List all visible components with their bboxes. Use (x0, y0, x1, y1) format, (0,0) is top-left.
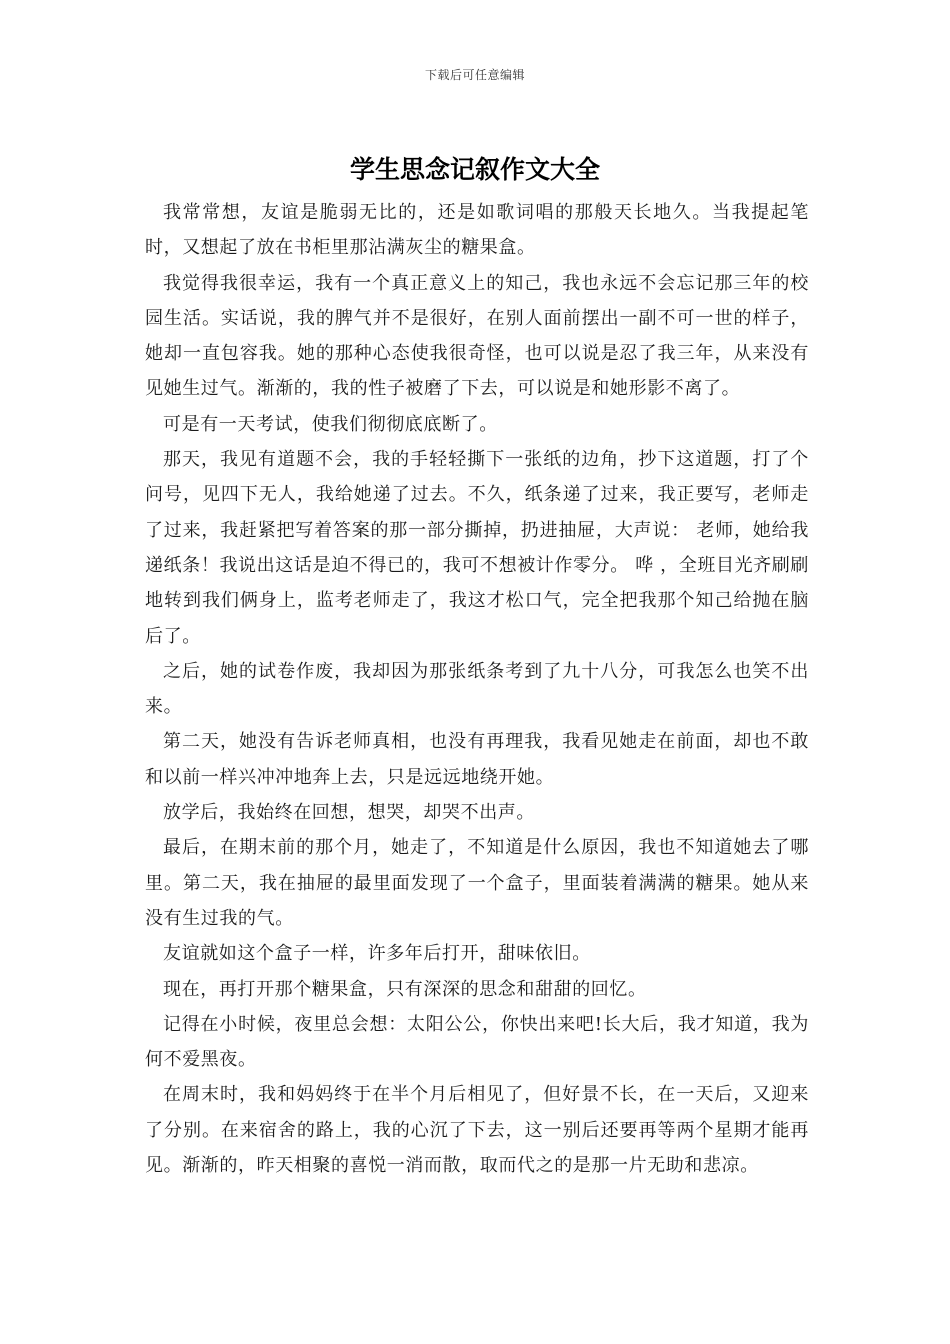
paragraph: 可是有一天考试，使我们彻彻底底断了。 (163, 413, 498, 435)
paragraph: 记得在小时候，夜里总会想：太阳公公，你快出来吧!长大后，我才知道，我为何不爱黑夜。 (145, 1013, 809, 1071)
paragraph: 第二天，她没有告诉老师真相，也没有再理我，我看见她走在前面，却也不敢和以前一样兴冲冲地奔上去，只是远远地绕开她。 (145, 731, 809, 788)
paragraph: 那天，我见有道题不会，我的手轻轻撕下一张纸的边角，抄下这道题，打了个问号，见四下无人，我给她递了过去。不久，纸条递了过来，我正要写，老师走了过来，我赶紧把写着答案的那一部分撕掉，扔进抽屉，大声说： 老师，她给我递纸条！我说出这话是迫不得已的，我可不想被计作零分。 哗 ，全班目光齐刷刷地转到我们俩身上，监考老师走了，我这才松口气，完全把我那个知己给抛在脑后了。 (145, 449, 809, 647)
paragraph: 最后，在期末前的那个月，她走了，不知道是什么原因，我也不知道她去了哪里。第二天，我在抽屉的最里面发现了一个盒子，里面装着满满的糖果。她从来没有生过我的气。 (145, 837, 809, 929)
paragraph: 现在，再打开那个糖果盒，只有深深的思念和甜甜的回忆。 (163, 978, 647, 1000)
paragraph: 友谊就如这个盒子一样，许多年后打开，甜味依旧。 (163, 943, 591, 965)
document-body (145, 195, 809, 1183)
paragraph: 我觉得我很幸运，我有一个真正意义上的知己，我也永远不会忘记那三年的校园生活。实话说，我的脾气并不是很好，在别人面前摆出一副不可一世的样子，她却一直包容我。她的那种心态使我很奇怪，也可以说是忍了我三年，从来没有见她生过气。渐渐的，我的性子被磨了下去，可以说是和她形影不离了。 (145, 272, 809, 400)
paragraph: 放学后，我始终在回想，想哭，却哭不出声。 (163, 802, 535, 824)
header-note: 下载后可任意编辑 (424, 68, 525, 82)
paragraph: 我常常想，友谊是脆弱无比的，还是如歌词唱的那般天长地久。当我提起笔时，又想起了放在书柜里那沾满灰尘的糖果盒。 (145, 202, 809, 259)
paragraph: 在周末时，我和妈妈终于在半个月后相见了，但好景不长，在一天后，又迎来了分别。在来宿舍的路上，我的心沉了下去，这一别后还要再等两个星期才能再见。渐渐的，昨天相聚的喜悦一消而散，取而代之的是那一片无助和悲凉。 (145, 1084, 809, 1177)
paragraph: 之后，她的试卷作废，我却因为那张纸条考到了九十八分，可我怎么也笑不出来。 (145, 660, 809, 718)
document-title: 学生思念记叙作文大全 (349, 155, 600, 184)
